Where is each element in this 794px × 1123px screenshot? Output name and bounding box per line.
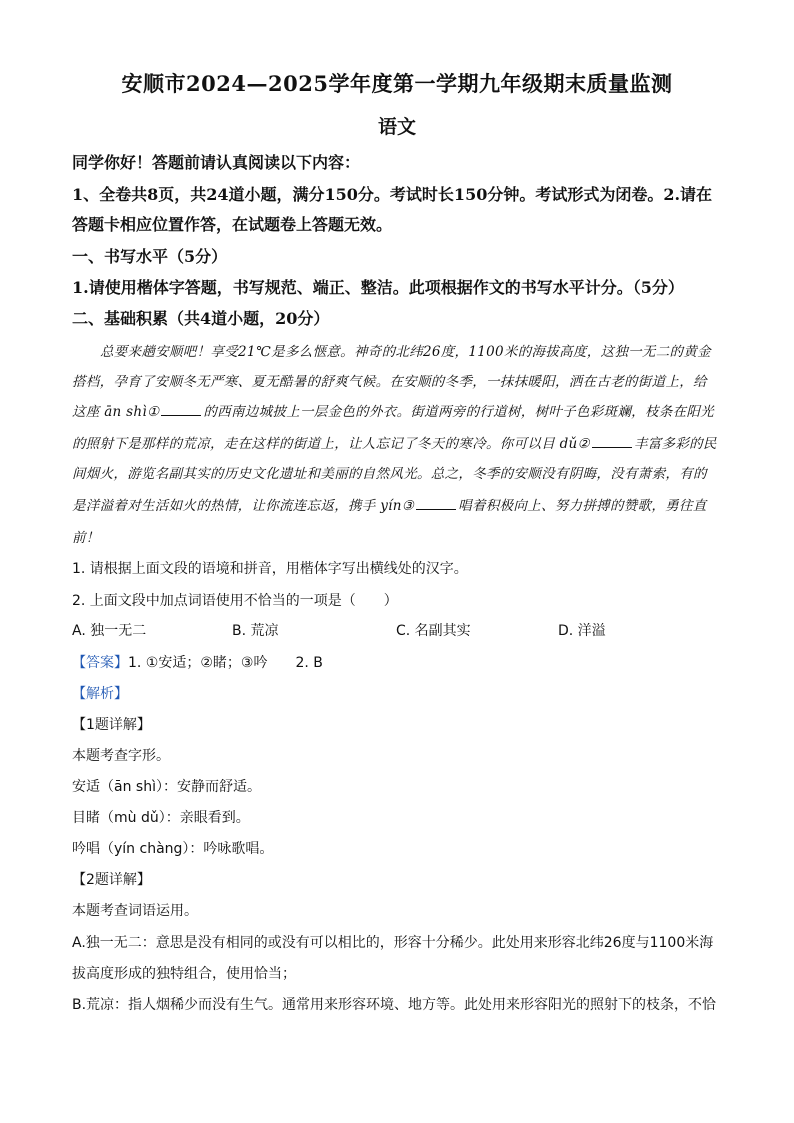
answer-line [72, 652, 722, 672]
passage-line-6 [72, 494, 722, 514]
detail-1-entry-1: 安适（ān shì）：安静而舒适。 [72, 779, 261, 795]
exam-title: 安顺市2024—2025学年度第一学期九年级期末质量监测 [121, 71, 673, 96]
question-2: 2. 上面文段中加点词语使用不恰当的一项是（ ） [72, 593, 398, 609]
passage-line-6-start: 是洋溢着对生活如火的热情，让你流连忘返，携手 yín③ [72, 498, 415, 514]
detail-2-heading: 【2题详解】 [72, 872, 151, 888]
detail-2-b-line-1: B.荒凉：指人烟稀少而没有生气。通常用来形容环境、地方等。此处用来形容阳光的照射下的枝条，不恰 [72, 997, 717, 1013]
answer-text: 1. ①安适；②睹；③吟 2. B [128, 655, 323, 671]
passage-line-2: 搭档，孕育了安顺冬无严寒、夏无酷暑的舒爽气候。在安顺的冬季，一抹抹暖阳，洒在古老的街道上，给 [72, 374, 707, 390]
detail-2-a-line-2: 拔高度形成的独特组合，使用恰当； [72, 966, 296, 982]
option-d[interactable]: D. 洋溢 [558, 623, 606, 639]
passage-line-4 [72, 432, 722, 452]
section-1-item: 1.请使用楷体字答题，书写规范、端正、整洁。此项根据作文的书写水平计分。（5分） [72, 278, 684, 297]
passage-line-4-end: 丰富多彩的民 [633, 436, 717, 452]
instructions-line-2: 答题卡相应位置作答，在试题卷上答题无效。 [72, 215, 393, 234]
detail-1-entry-2: 目睹（mù dǔ）：亲眼看到。 [72, 810, 250, 826]
instructions-line-1: 1、全卷共8页，共24道小题，满分150分。考试时长150分钟。考试形式为闭卷。2.请在 [72, 185, 713, 204]
passage-line-7: 前！ [72, 530, 100, 546]
passage-line-4-start: 的照射下是那样的荒凉，走在这样的街道上，让人忘记了冬天的寒冷。你可以目 dǔ② [72, 436, 590, 452]
answer-blank-3[interactable] [416, 496, 456, 510]
question-1: 1. 请根据上面文段的语境和拼音，用楷体字写出横线处的汉字。 [72, 561, 468, 577]
detail-1-entry-3: 吟唱（yín chàng）：吟咏歌唱。 [72, 841, 274, 857]
analysis-label: 【解析】 [72, 686, 128, 702]
option-c[interactable]: C. 名副其实 [396, 623, 471, 639]
passage-line-1: 总要来趟安顺吧！享受21℃是多么惬意。神奇的北纬26度，1100米的海拔高度，这独一无二的黄金 [100, 344, 711, 360]
passage-line-5: 间烟火，游览名副其实的历史文化遗址和美丽的自然风光。总之，冬季的安顺没有阴晦，没有萧索，有的 [72, 466, 707, 482]
detail-1-intro: 本题考查字形。 [72, 748, 170, 764]
answer-blank-1[interactable] [161, 402, 201, 416]
passage-line-6-end: 唱着积极向上、努力拼搏的赞歌，勇往直 [458, 498, 707, 514]
passage-line-3 [72, 400, 722, 420]
passage-line-3-end: 的西南边城披上一层金色的外衣。街道两旁的行道树，树叶子色彩斑斓，枝条在阳光 [203, 404, 714, 420]
detail-2-intro: 本题考查词语运用。 [72, 903, 198, 919]
section-1-heading: 一、书写水平（5分） [72, 247, 228, 266]
subject-title: 语文 [377, 116, 416, 138]
option-a[interactable]: A. 独一无二 [72, 623, 147, 639]
answer-blank-2[interactable] [592, 434, 632, 448]
detail-2-a-line-1: A.独一无二：意思是没有相同的或没有可以相比的，形容十分稀少。此处用来形容北纬26度与1100米海 [72, 935, 714, 951]
passage-line-3-start: 这座 ān shì① [72, 404, 160, 420]
detail-1-heading: 【1题详解】 [72, 717, 151, 733]
section-2-heading: 二、基础积累（共4道小题，20分） [72, 309, 330, 328]
instructions-greeting: 同学你好！答题前请认真阅读以下内容： [72, 153, 361, 172]
answer-label: 【答案】 [72, 655, 128, 671]
option-b[interactable]: B. 荒凉 [232, 623, 279, 639]
